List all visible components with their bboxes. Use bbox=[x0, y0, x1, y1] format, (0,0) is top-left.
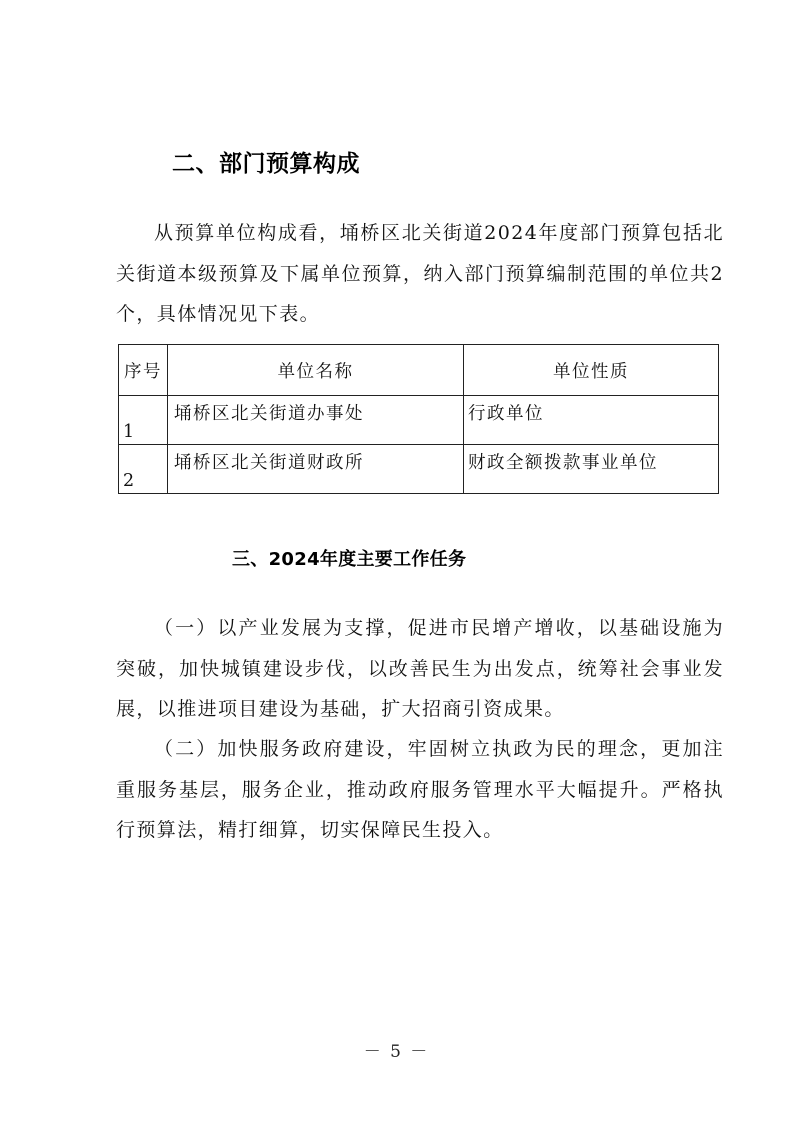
row-unit-nature: 行政单位 bbox=[464, 396, 719, 445]
row-seq: 2 bbox=[119, 445, 168, 494]
table-row bbox=[119, 396, 719, 445]
task-paragraph-1: （一）以产业发展为支撑，促进市民增产增收，以基础设施为突破，加快城镇建设步伐，以改善民生为出发点，统筹社会事业发展，以推进项目建设为基础，扩大招商引资成果。 bbox=[116, 617, 724, 720]
task-paragraph-2: （二）加快服务政府建设，牢固树立执政为民的理念，更加注重服务基层，服务企业，推动政府服务管理水平大幅提升。严格执行预算法，精打细算，切实保障民生投入。 bbox=[116, 738, 724, 841]
row-unit-nature: 财政全额拨款事业单位 bbox=[464, 445, 719, 494]
row-seq: 1 bbox=[119, 396, 168, 445]
header-unit-name: 单位名称 bbox=[168, 345, 464, 396]
budget-structure-paragraph: 从预算单位构成看，埇桥区北关街道2024年度部门预算包括北关街道本级预算及下属单位预算，纳入部门预算编制范围的单位共2个，具体情况见下表。 bbox=[116, 222, 724, 325]
header-unit-nature: 单位性质 bbox=[464, 345, 719, 396]
budget-units-table bbox=[118, 344, 719, 494]
section-heading-budget-structure: 二、部门预算构成 bbox=[172, 151, 360, 177]
section-heading-main-tasks: 三、2024年度主要工作任务 bbox=[232, 549, 467, 570]
header-seq: 序号 bbox=[119, 345, 168, 396]
page-number: － 5 － bbox=[363, 1042, 430, 1062]
row-unit-name: 埇桥区北关街道财政所 bbox=[168, 445, 464, 494]
table-header-row bbox=[119, 345, 719, 396]
row-unit-name: 埇桥区北关街道办事处 bbox=[168, 396, 464, 445]
table-row bbox=[119, 445, 719, 494]
